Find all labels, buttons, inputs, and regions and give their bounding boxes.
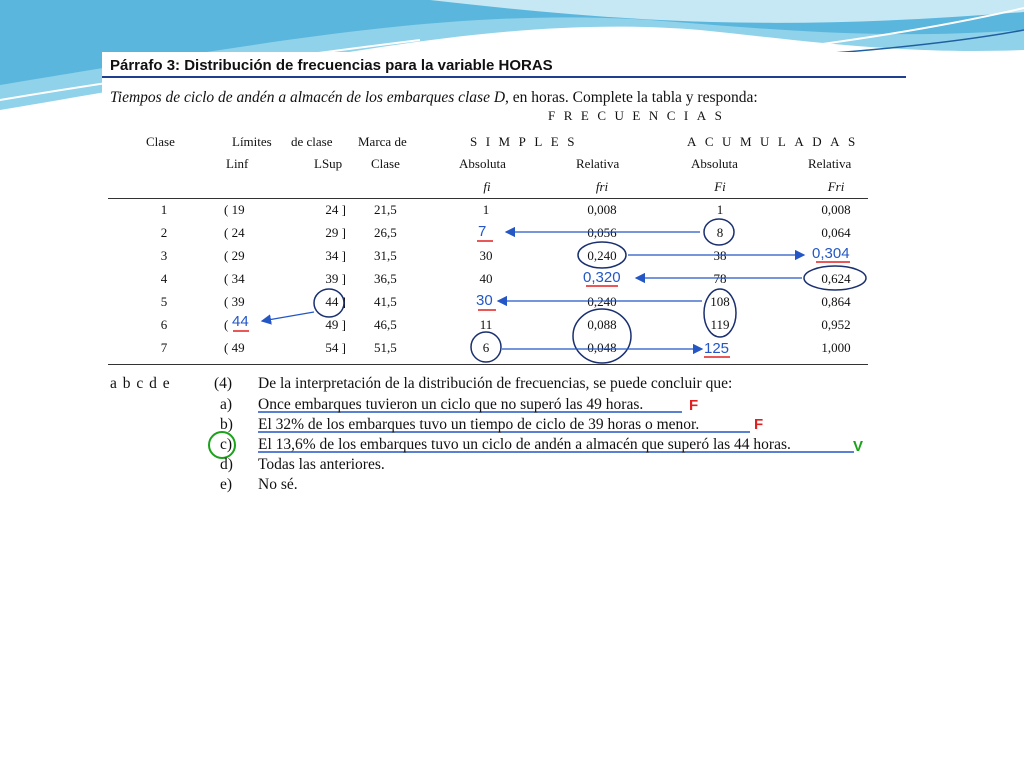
page-title: Párrafo 3: Distribución de frecuencias para la variable HORAS: [110, 57, 553, 74]
circle-Fi-row2: [704, 219, 734, 245]
option-letter: a): [220, 396, 233, 413]
option-c: [258, 436, 791, 454]
option-letter: c): [220, 436, 233, 453]
cell-lsup: 54 ]: [325, 340, 346, 355]
header-limites: Límites: [232, 134, 272, 149]
option-a-text: Once embarques tuvieron un ciclo que no superó las 49 horas: [258, 396, 640, 413]
circle-Fi-row5-6: [704, 289, 736, 337]
header-absoluta-2: Absoluta: [691, 156, 738, 171]
cell-clase: 4: [160, 271, 168, 286]
cell-lsup: 39 ]: [325, 271, 346, 286]
cell-fi: 11: [479, 317, 493, 332]
cell-fri: 0,240: [587, 294, 617, 309]
cell-clase: 6: [160, 317, 168, 332]
question-number: (4): [214, 375, 233, 392]
cell-marca: 41,5: [374, 294, 397, 309]
cell-linf: ( 24: [224, 225, 245, 240]
header-sym-Fi: Fi: [714, 179, 726, 194]
option-b: [258, 416, 699, 434]
option-a-punct: .: [639, 396, 644, 413]
header-linf: Linf: [226, 156, 249, 171]
cell-marca: 31,5: [374, 248, 397, 263]
option-letter: e): [220, 476, 233, 493]
cell-clase: 2: [160, 225, 168, 240]
circle-fi-row7: [471, 332, 501, 362]
cell-Fri: 0,952: [821, 317, 851, 332]
cell-Fri: 0,008: [821, 202, 851, 217]
answer-letters: a b c d e: [110, 375, 171, 392]
handwritten-fi-row5: 30: [476, 292, 493, 309]
cell-linf: ( 34: [224, 271, 245, 286]
cell-fri: 0,240: [587, 248, 617, 263]
handwritten-fi-row2: 7: [478, 223, 487, 240]
cell-lsup: 24 ]: [325, 202, 346, 217]
header-sym-fi: fi: [483, 179, 491, 194]
cell-clase: 7: [160, 340, 168, 355]
cell-linf: ( 39: [224, 294, 245, 309]
option-c-text: El 13,6% de los embarques tuvo un ciclo de andén a almacén que superó las 44 horas: [258, 436, 787, 453]
header-acumuladas: ACUMULADAS: [687, 134, 864, 149]
cell-fi: 40: [479, 271, 493, 286]
subtitle-rest: , en horas. Complete la tabla y responda:: [505, 89, 758, 106]
arrow-lsup-to-linf-row6: [262, 312, 314, 321]
cell-fi: 6: [482, 340, 490, 355]
cell-linf: ( 49: [224, 340, 245, 355]
cell-Fi: 78: [713, 271, 727, 286]
mark-option-a: F: [689, 397, 699, 414]
cell-Fri: 0,864: [821, 294, 851, 309]
header-sym-fri: fri: [595, 179, 609, 194]
cell-fi: 30: [479, 248, 493, 263]
option-letter: d): [220, 456, 233, 473]
option-a: [258, 396, 643, 414]
header-absoluta: Absoluta: [459, 156, 506, 171]
cell-lsup: 44 ]: [325, 294, 346, 309]
cell-fri: 0,008: [587, 202, 617, 217]
cell-lsup: 29 ]: [325, 225, 346, 240]
cell-linf: (: [224, 317, 229, 332]
cell-Fri: 1,000: [821, 340, 851, 355]
cell-fri: 0,048: [587, 340, 617, 355]
cell-marca: 36,5: [374, 271, 397, 286]
cell-Fri: 0,624: [821, 271, 851, 286]
mark-option-b: F: [754, 416, 764, 433]
header-marca: Marca de: [358, 134, 407, 149]
cell-clase: 3: [160, 248, 168, 263]
option-d-text: Todas las anteriores.: [258, 456, 385, 473]
circle-fri-row3: [578, 242, 626, 268]
cell-fri: 0,088: [587, 317, 617, 332]
handwritten-Fri-row3: 0,304: [812, 245, 850, 262]
header-relativa: Relativa: [576, 156, 620, 171]
cell-marca: 21,5: [374, 202, 397, 217]
option-c-punct: .: [787, 436, 791, 453]
cell-marca: 51,5: [374, 340, 397, 355]
circle-lsup-row5: [314, 289, 344, 317]
cell-lsup: 34 ]: [325, 248, 346, 263]
handwritten-Fi-row7: 125: [704, 340, 730, 357]
cell-clase: 1: [160, 202, 168, 217]
header-lsup: LSup: [314, 156, 343, 171]
subtitle-italic: Tiempos de ciclo de andén a almacén de los embarques clase D: [110, 89, 506, 106]
header-de-clase: de clase: [291, 134, 333, 149]
header-sym-Fri: Fri: [827, 179, 845, 194]
handwritten-fri-row4: 0,320: [583, 269, 621, 286]
cell-lsup: 49 ]: [325, 317, 346, 332]
header-frecuencias: FRECUENCIAS: [548, 108, 731, 123]
exercise-document: [102, 52, 906, 496]
option-e-text: No sé.: [258, 476, 298, 493]
header-clase-2: Clase: [371, 156, 400, 171]
option-letter: b): [220, 416, 233, 433]
header-clase: Clase: [146, 134, 175, 149]
cell-clase: 5: [160, 294, 168, 309]
cell-Fi: 108: [710, 294, 730, 309]
question-stem: De la interpretación de la distribución de frecuencias, se puede concluir que:: [258, 375, 733, 392]
cell-linf: ( 29: [224, 248, 245, 263]
cell-Fi: 8: [716, 225, 724, 240]
cell-marca: 26,5: [374, 225, 397, 240]
header-relativa-2: Relativa: [808, 156, 852, 171]
header-simples: SIMPLES: [470, 134, 583, 149]
circle-fri-row6-7: [573, 309, 631, 363]
circle-Fri-row4: [804, 266, 866, 290]
cell-Fi: 119: [710, 317, 730, 332]
handwritten-linf-row6: 44: [232, 313, 249, 330]
cell-linf: ( 19: [224, 202, 245, 217]
mark-option-c: V: [853, 438, 864, 455]
option-b-punct: .: [695, 416, 700, 433]
option-b-text: El 32% de los embarques tuvo un tiempo de ciclo de 39 horas o menor: [258, 416, 696, 433]
cell-fri: 0,056: [587, 225, 617, 240]
cell-Fi: 38: [713, 248, 727, 263]
cell-marca: 46,5: [374, 317, 397, 332]
cell-fi: 1: [482, 202, 490, 217]
cell-Fri: 0,064: [821, 225, 851, 240]
cell-Fi: 1: [716, 202, 724, 217]
